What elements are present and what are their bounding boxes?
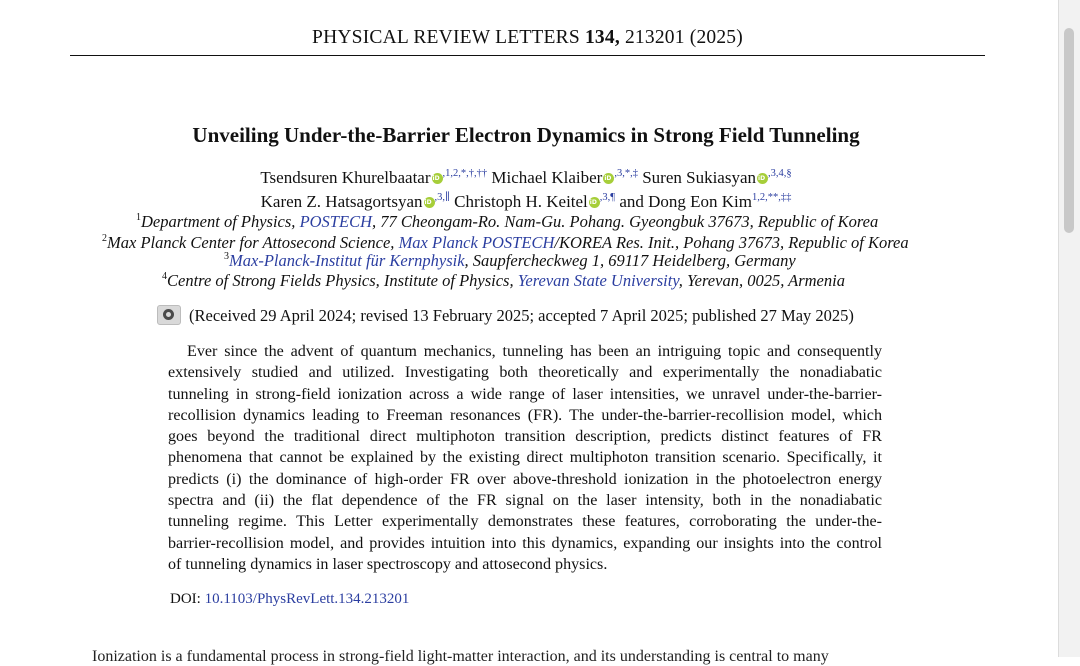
abstract-line: phenomena that cannot be explained by the existing direct multiphoton transition scenario. Specifically, it (168, 449, 882, 467)
affiliation-link[interactable]: Yerevan State University (517, 271, 679, 290)
author-marks[interactable]: ,3,¶ (599, 192, 616, 203)
orcid-icon[interactable] (757, 173, 768, 184)
abstract-line: recollision dynamics leading to Freeman resonances (FR). The under-the-barrier-recollision model, which (168, 406, 882, 424)
abstract-line: extensively studied and utilized. Investigating both theoretically and experimentally the nonadiabatic (168, 364, 882, 382)
running-head (70, 27, 985, 49)
abstract-line: tunneling in strong-field ionization across a wide range of laser intensities, we unravel under-the-barrier- (168, 385, 882, 403)
author-name: Suren Sukiasyan (642, 168, 757, 187)
author-line-2 (80, 192, 972, 212)
abstract-line: predicts (i) the dominance of high-order FR over above-threshold ionization in the photoelectron energy (168, 470, 882, 488)
author-marks[interactable]: ,3,4,§ (768, 168, 792, 179)
author-marks[interactable]: 1,2,**,‡‡ (752, 192, 792, 203)
scrollbar-thumb[interactable] (1064, 28, 1074, 233)
abstract-line: Ever since the advent of quantum mechanics, tunneling has been an intriguing topic and consequently (187, 343, 882, 360)
author-name: Tsendsuren Khurelbaatar (260, 168, 431, 187)
author-marks[interactable]: ,1,2,*,†,†† (442, 168, 488, 179)
orcid-icon[interactable] (603, 173, 614, 184)
orcid-icon[interactable] (432, 173, 443, 184)
affiliation-1: $^1$Department of Physics, POSTECH, 77 Cheongam-Ro. Nam-Gu. Pohang. Gyeongbuk 37673, Republic of Korea (136, 212, 879, 231)
paper-title: Unveiling Under-the-Barrier Electron Dynamics in Strong Field Tunneling (192, 123, 860, 147)
doi-label: DOI: (170, 591, 201, 607)
abstract-line: goes beyond the traditional direct multiphoton transition description, predicts distinct features of FR (168, 428, 882, 446)
header-rule (70, 55, 985, 56)
doi-link[interactable]: 10.1103/PhysRevLett.134.213201 (204, 591, 410, 607)
orcid-icon[interactable] (589, 197, 600, 208)
article-number: 213201 (2025) (624, 27, 743, 48)
author-line-1 (80, 168, 972, 188)
author-marks[interactable]: ,3,*,‡ (614, 168, 638, 179)
doi-line (170, 591, 409, 608)
abstract-line: of tunneling dynamics in laser spectroscopy and attosecond physics. (168, 555, 608, 573)
author-name: Christoph H. Keitel (454, 192, 588, 211)
orcid-icon[interactable] (424, 197, 435, 208)
abstract (168, 341, 882, 575)
history-text: (Received 29 April 2024; revised 13 February 2025; accepted 7 April 2025; published 27 May 2025) (189, 306, 854, 325)
author-marks[interactable]: ,3,∥ (434, 192, 450, 203)
crossmark-icon[interactable] (157, 305, 181, 325)
abstract-line: spectra and (ii) the flat dependence of the FR signal on the laser intensity, both in the nonadiabatic (168, 492, 882, 510)
affiliation-link[interactable]: POSTECH (299, 212, 372, 231)
publication-history (157, 305, 854, 326)
journal-name: PHYSICAL REVIEW LETTERS (312, 27, 580, 48)
affiliation-2: $^2$Max Planck Center for Attosecond Science, Max Planck POSTECH/KOREA Res. Init., Pohang 37673, Republic of Korea (102, 233, 909, 252)
affiliation-link[interactable]: Max-Planck-Institut für Kernphysik (229, 251, 465, 270)
body-text-start: Ionization is a fundamental process in strong-field light-matter interaction, and its understanding is central to many (92, 648, 829, 665)
author-name: Karen Z. Hatsagortsyan (260, 192, 423, 211)
affiliation-link[interactable]: Max Planck POSTECH (398, 233, 555, 252)
affiliation-4: $^4$Centre of Strong Fields Physics, Institute of Physics, Yerevan State University, Yerevan, 0025, Armenia (162, 271, 845, 290)
author-name: and Dong Eon Kim (619, 192, 752, 211)
abstract-line: tunneling regime. This Letter experimentally demonstrates these features, corroborating the under-the- (168, 513, 882, 531)
affiliation-3: $^3$Max-Planck-Institut für Kernphysik, Saupfercheckweg 1, 69117 Heidelberg, Germany (224, 251, 796, 270)
abstract-line: barrier-recollision model, and provides intuition into this dynamics, expanding our insights into the control (168, 534, 882, 552)
journal-volume: 134, (584, 27, 620, 48)
author-name: Michael Klaiber (491, 168, 603, 187)
